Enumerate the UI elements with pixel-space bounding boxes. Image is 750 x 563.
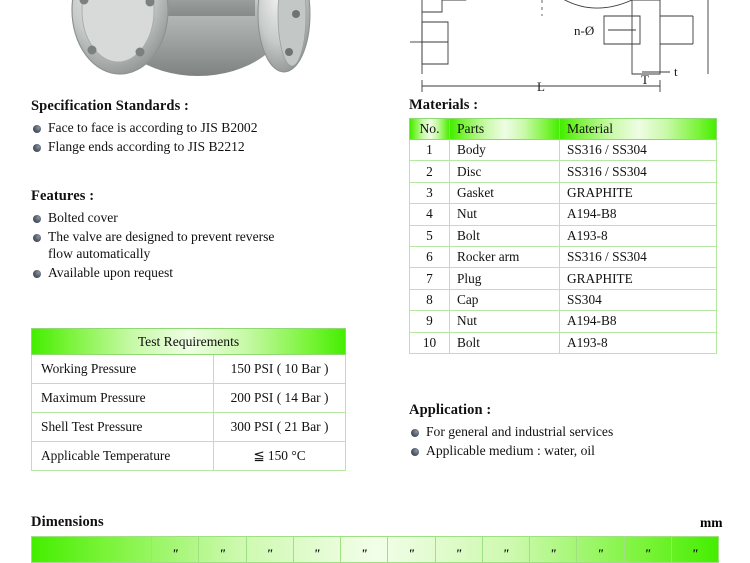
application-heading: Application : (409, 402, 492, 418)
features-section (31, 188, 391, 281)
cell-material: A193-8 (560, 332, 717, 353)
table-row (32, 413, 346, 442)
table-row (410, 225, 717, 246)
table-row (410, 268, 717, 289)
column-header-material: Material (560, 119, 717, 140)
cell-value: 150 PSI ( 10 Bar ) (214, 355, 346, 384)
cell-no: 9 (410, 311, 450, 332)
features-item-continuation: flow automatically (48, 246, 151, 261)
cell-no: 10 (410, 332, 450, 353)
materials-heading: Materials : (409, 97, 479, 113)
drawing-label-t: t (674, 64, 678, 79)
cell-no: 3 (410, 182, 450, 203)
cell-label: Working Pressure (32, 355, 214, 384)
test-requirements-title: Test Requirements (32, 329, 346, 355)
column-header-inch-7: " (435, 537, 482, 563)
list-item: The valve are designed to prevent reverse (31, 228, 391, 246)
column-header-inch-3: " (246, 537, 293, 563)
cell-label: Maximum Pressure (32, 384, 214, 413)
list-item: Flange ends according to JIS B2212 (31, 138, 391, 156)
cell-label: Applicable Temperature (32, 442, 214, 471)
cell-part: Bolt (450, 225, 560, 246)
valve-technical-drawing (408, 0, 738, 94)
cell-value: 200 PSI ( 14 Bar ) (214, 384, 346, 413)
column-header-size (32, 537, 152, 563)
cell-value: 300 PSI ( 21 Bar ) (214, 413, 346, 442)
table-header-row (32, 329, 346, 355)
column-header-inch-2: " (199, 537, 246, 563)
column-header-inch-8: " (482, 537, 529, 563)
dimensions-heading: Dimensions (31, 514, 104, 530)
dimensions-table-wrap (31, 536, 719, 561)
test-requirements-body (32, 355, 346, 471)
features-list (31, 209, 391, 245)
column-header-no: No. (410, 119, 450, 140)
table-row (32, 384, 346, 413)
cell-part: Cap (450, 289, 560, 310)
table-row (410, 332, 717, 353)
list-item: Available upon request (31, 264, 391, 282)
column-header-inch-12: " (671, 537, 718, 563)
dimensions-unit-label: mm (700, 515, 723, 530)
dimensions-table (31, 536, 719, 563)
cell-material: SS316 / SS304 (560, 161, 717, 182)
cell-material: SS304 (560, 289, 717, 310)
cell-material: GRAPHITE (560, 268, 717, 289)
cell-part: Plug (450, 268, 560, 289)
column-header-inch-9: " (530, 537, 577, 563)
column-header-inch-10: " (577, 537, 624, 563)
table-header-row (410, 119, 717, 140)
column-header-inch-1: " (152, 537, 199, 563)
table-row (410, 311, 717, 332)
table-row (410, 289, 717, 310)
cell-part: Gasket (450, 182, 560, 203)
application-section (409, 402, 729, 459)
cell-material: SS316 / SS304 (560, 140, 717, 161)
specification-standards-section (31, 98, 391, 155)
table-row (410, 140, 717, 161)
application-list (409, 423, 729, 459)
table-row (32, 355, 346, 384)
specification-standards-list (31, 119, 391, 155)
cell-material: SS316 / SS304 (560, 246, 717, 267)
test-requirements-wrap (31, 328, 346, 471)
cell-material: A193-8 (560, 225, 717, 246)
cell-no: 2 (410, 161, 450, 182)
table-row (410, 246, 717, 267)
column-header-inch-5: " (341, 537, 388, 563)
valve-product-photo (48, 0, 348, 92)
table-row (410, 161, 717, 182)
cell-part: Rocker arm (450, 246, 560, 267)
cell-label: Shell Test Pressure (32, 413, 214, 442)
features-list-tail (31, 264, 391, 282)
list-item: Bolted cover (31, 209, 391, 227)
table-row (32, 442, 346, 471)
table-header-row (32, 537, 719, 563)
materials-table (409, 118, 717, 354)
column-header-inch-4: " (293, 537, 340, 563)
column-header-inch-6: " (388, 537, 435, 563)
specification-standards-heading: Specification Standards : (31, 98, 189, 114)
cell-part: Bolt (450, 332, 560, 353)
cell-part: Disc (450, 161, 560, 182)
test-requirements-table (31, 328, 346, 471)
cell-no: 4 (410, 204, 450, 225)
cell-no: 6 (410, 246, 450, 267)
cell-no: 7 (410, 268, 450, 289)
cell-no: 5 (410, 225, 450, 246)
cell-part: Nut (450, 204, 560, 225)
cell-material: GRAPHITE (560, 182, 717, 203)
list-item: Applicable medium : water, oil (409, 442, 729, 460)
drawing-label-T: T (641, 72, 649, 87)
drawing-label-L: L (537, 79, 545, 94)
cell-no: 8 (410, 289, 450, 310)
cell-material: A194-B8 (560, 204, 717, 225)
materials-heading-wrap (409, 97, 478, 114)
column-header-inch-11: " (624, 537, 671, 563)
cell-part: Body (450, 140, 560, 161)
features-heading: Features : (31, 188, 95, 204)
list-item: For general and industrial services (409, 423, 729, 441)
cell-no: 1 (410, 140, 450, 161)
cell-material: A194-B8 (560, 311, 717, 332)
column-header-parts: Parts (450, 119, 560, 140)
cell-part: Nut (450, 311, 560, 332)
materials-table-wrap (409, 118, 717, 354)
materials-table-body (410, 140, 717, 354)
cell-value: ≦ 150 °C (214, 442, 346, 471)
table-row (410, 204, 717, 225)
list-item: Face to face is according to JIS B2002 (31, 119, 391, 137)
drawing-label-n-dia: n-Ø (574, 23, 595, 38)
table-row (410, 182, 717, 203)
